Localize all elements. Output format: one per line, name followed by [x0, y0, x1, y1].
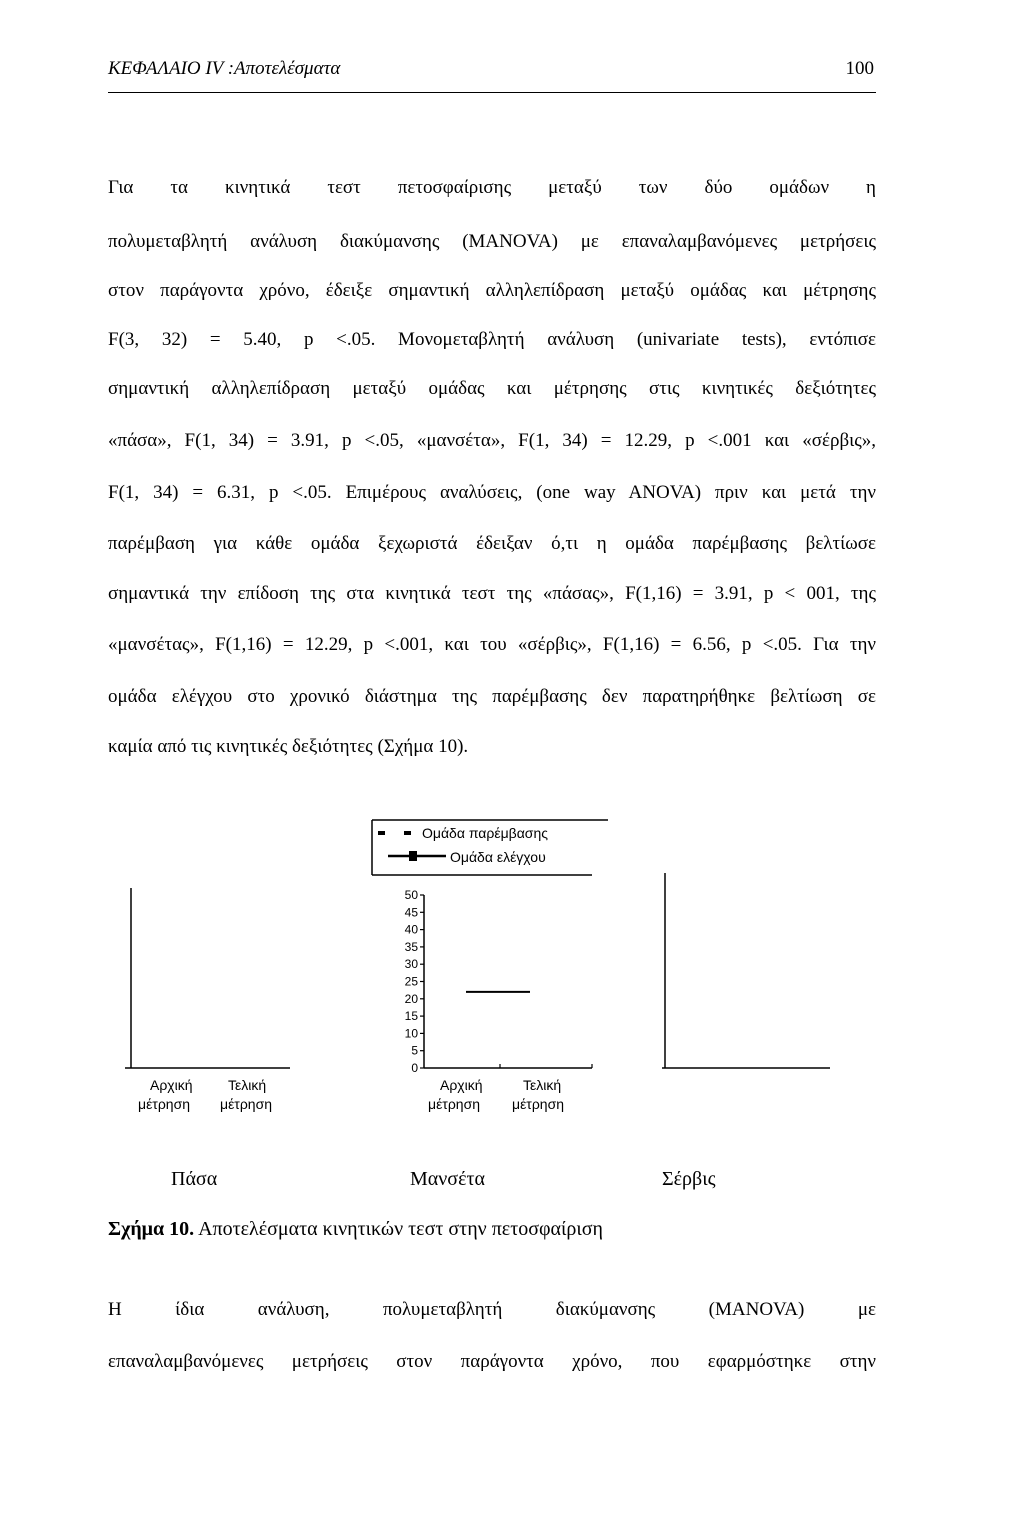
y-tick-label: 10 [404, 1026, 418, 1041]
panel-title-pasa: Πάσα [171, 1168, 218, 1190]
y-tick-label: 25 [404, 974, 418, 989]
panel-servis [650, 870, 870, 980]
legend [372, 820, 608, 875]
text-line: σημαντική αλληλεπίδραση μεταξύ ομάδας και μέτρησης στις κινητικές δεξιότητες [108, 378, 876, 399]
y-tick-label: 20 [404, 991, 418, 1006]
x-axis [424, 1064, 592, 1068]
y-tick-label: 15 [404, 1009, 418, 1024]
page-number: 100 [845, 58, 874, 79]
panel-title-mansetta: Μανσέτα [410, 1168, 485, 1190]
panel-title-servis: Σέρβις [662, 1168, 716, 1190]
text-line: F(1, 34) = 6.31, p <.05. Επιμέρους αναλύσεις, (one way ANOVA) πριν και μετά την [108, 482, 876, 503]
x-label-initial-line1: Αρχική [150, 1077, 193, 1093]
x-label-initial-line2: μέτρηση [138, 1096, 191, 1112]
x-label-initial-line1: Αρχική [440, 1077, 483, 1093]
y-tick-label: 30 [404, 957, 418, 972]
legend-swatch-intervention [404, 831, 411, 835]
legend-label-intervention: Ομάδα παρέμβασης [422, 825, 548, 841]
figure-caption-label: Σχήμα 10. [108, 1218, 195, 1240]
running-header-chapter: ΚΕΦΑΛΑΙΟ IV :Αποτελέσματα [108, 58, 341, 79]
figure-caption [108, 1218, 603, 1241]
text-line: Για τα κινητικά τεστ πετοσφαίρισης μεταξύ των δύο ομάδων η [108, 177, 876, 198]
text-line: «μανσέτας», F(1,16) = 12.29, p <.001, και του «σέρβις», F(1,16) = 6.56, p <.05. Για την [108, 634, 876, 655]
y-axis [405, 888, 424, 1075]
legend-label-control: Ομάδα ελέγχου [450, 849, 546, 865]
text-line: στον παράγοντα χρόνο, έδειξε σημαντική αλληλεπίδραση μεταξύ ομάδας και μέτρησης [108, 280, 876, 301]
panel-pasa [100, 875, 400, 1112]
y-tick-label: 50 [404, 888, 418, 902]
header-rule [108, 92, 876, 93]
text-line: Η ίδια ανάλυση, πολυμεταβλητή διακύμανσης (MANOVA) με [108, 1299, 876, 1320]
y-tick-label: 45 [404, 905, 418, 920]
text-line: παρέμβαση για κάθε ομάδα ξεχωριστά έδειξαν ό,τι η ομάδα παρέμβασης βελτίωσε [108, 533, 876, 554]
text-line: σημαντικά την επίδοση της στα κινητικά τεστ της «πάσας», F(1,16) = 3.91, p < 001, της [108, 583, 876, 604]
legend-marker-control [409, 851, 417, 861]
y-tick-label: 0 [411, 1061, 418, 1075]
text-line: καμία από τις κινητικές δεξιότητες (Σχήμα 10). [108, 736, 469, 757]
text-line: πολυμεταβλητή ανάλυση διακύμανσης (MANOVA) με επαναλαμβανόμενες μετρήσεις [108, 231, 876, 252]
x-label-final-line2: μέτρηση [512, 1096, 565, 1112]
y-tick-label: 5 [411, 1043, 418, 1058]
text-line: ομάδα ελέγχου στο χρονικό διάστημα της παρέμβασης δεν παρατηρήθηκε βελτίωση σε [108, 686, 876, 707]
text-line: «πάσα», F(1, 34) = 3.91, p <.05, «μανσέτα», F(1, 34) = 12.29, p <.001 και «σέρβις», [108, 430, 876, 451]
x-label-final-line1: Τελική [523, 1077, 562, 1093]
x-label-initial-line2: μέτρηση [428, 1096, 481, 1112]
panel-mansetta-chart [370, 880, 630, 1140]
y-tick-label: 40 [404, 922, 418, 937]
text-line: F(3, 32) = 5.40, p <.05. Μονομεταβλητή ανάλυση (univariate tests), εντόπισε [108, 329, 876, 350]
legend-swatch-intervention [378, 831, 385, 835]
y-tick-label: 35 [404, 939, 418, 954]
figure-caption-text: Αποτελέσματα κινητικών τεστ στην πετοσφαίριση [194, 1218, 604, 1240]
text-line: επαναλαμβανόμενες μετρήσεις στον παράγοντα χρόνο, που εφαρμόστηκε στην [108, 1351, 876, 1372]
x-label-final-line1: Τελική [228, 1077, 267, 1093]
x-label-final-line2: μέτρηση [220, 1096, 273, 1112]
